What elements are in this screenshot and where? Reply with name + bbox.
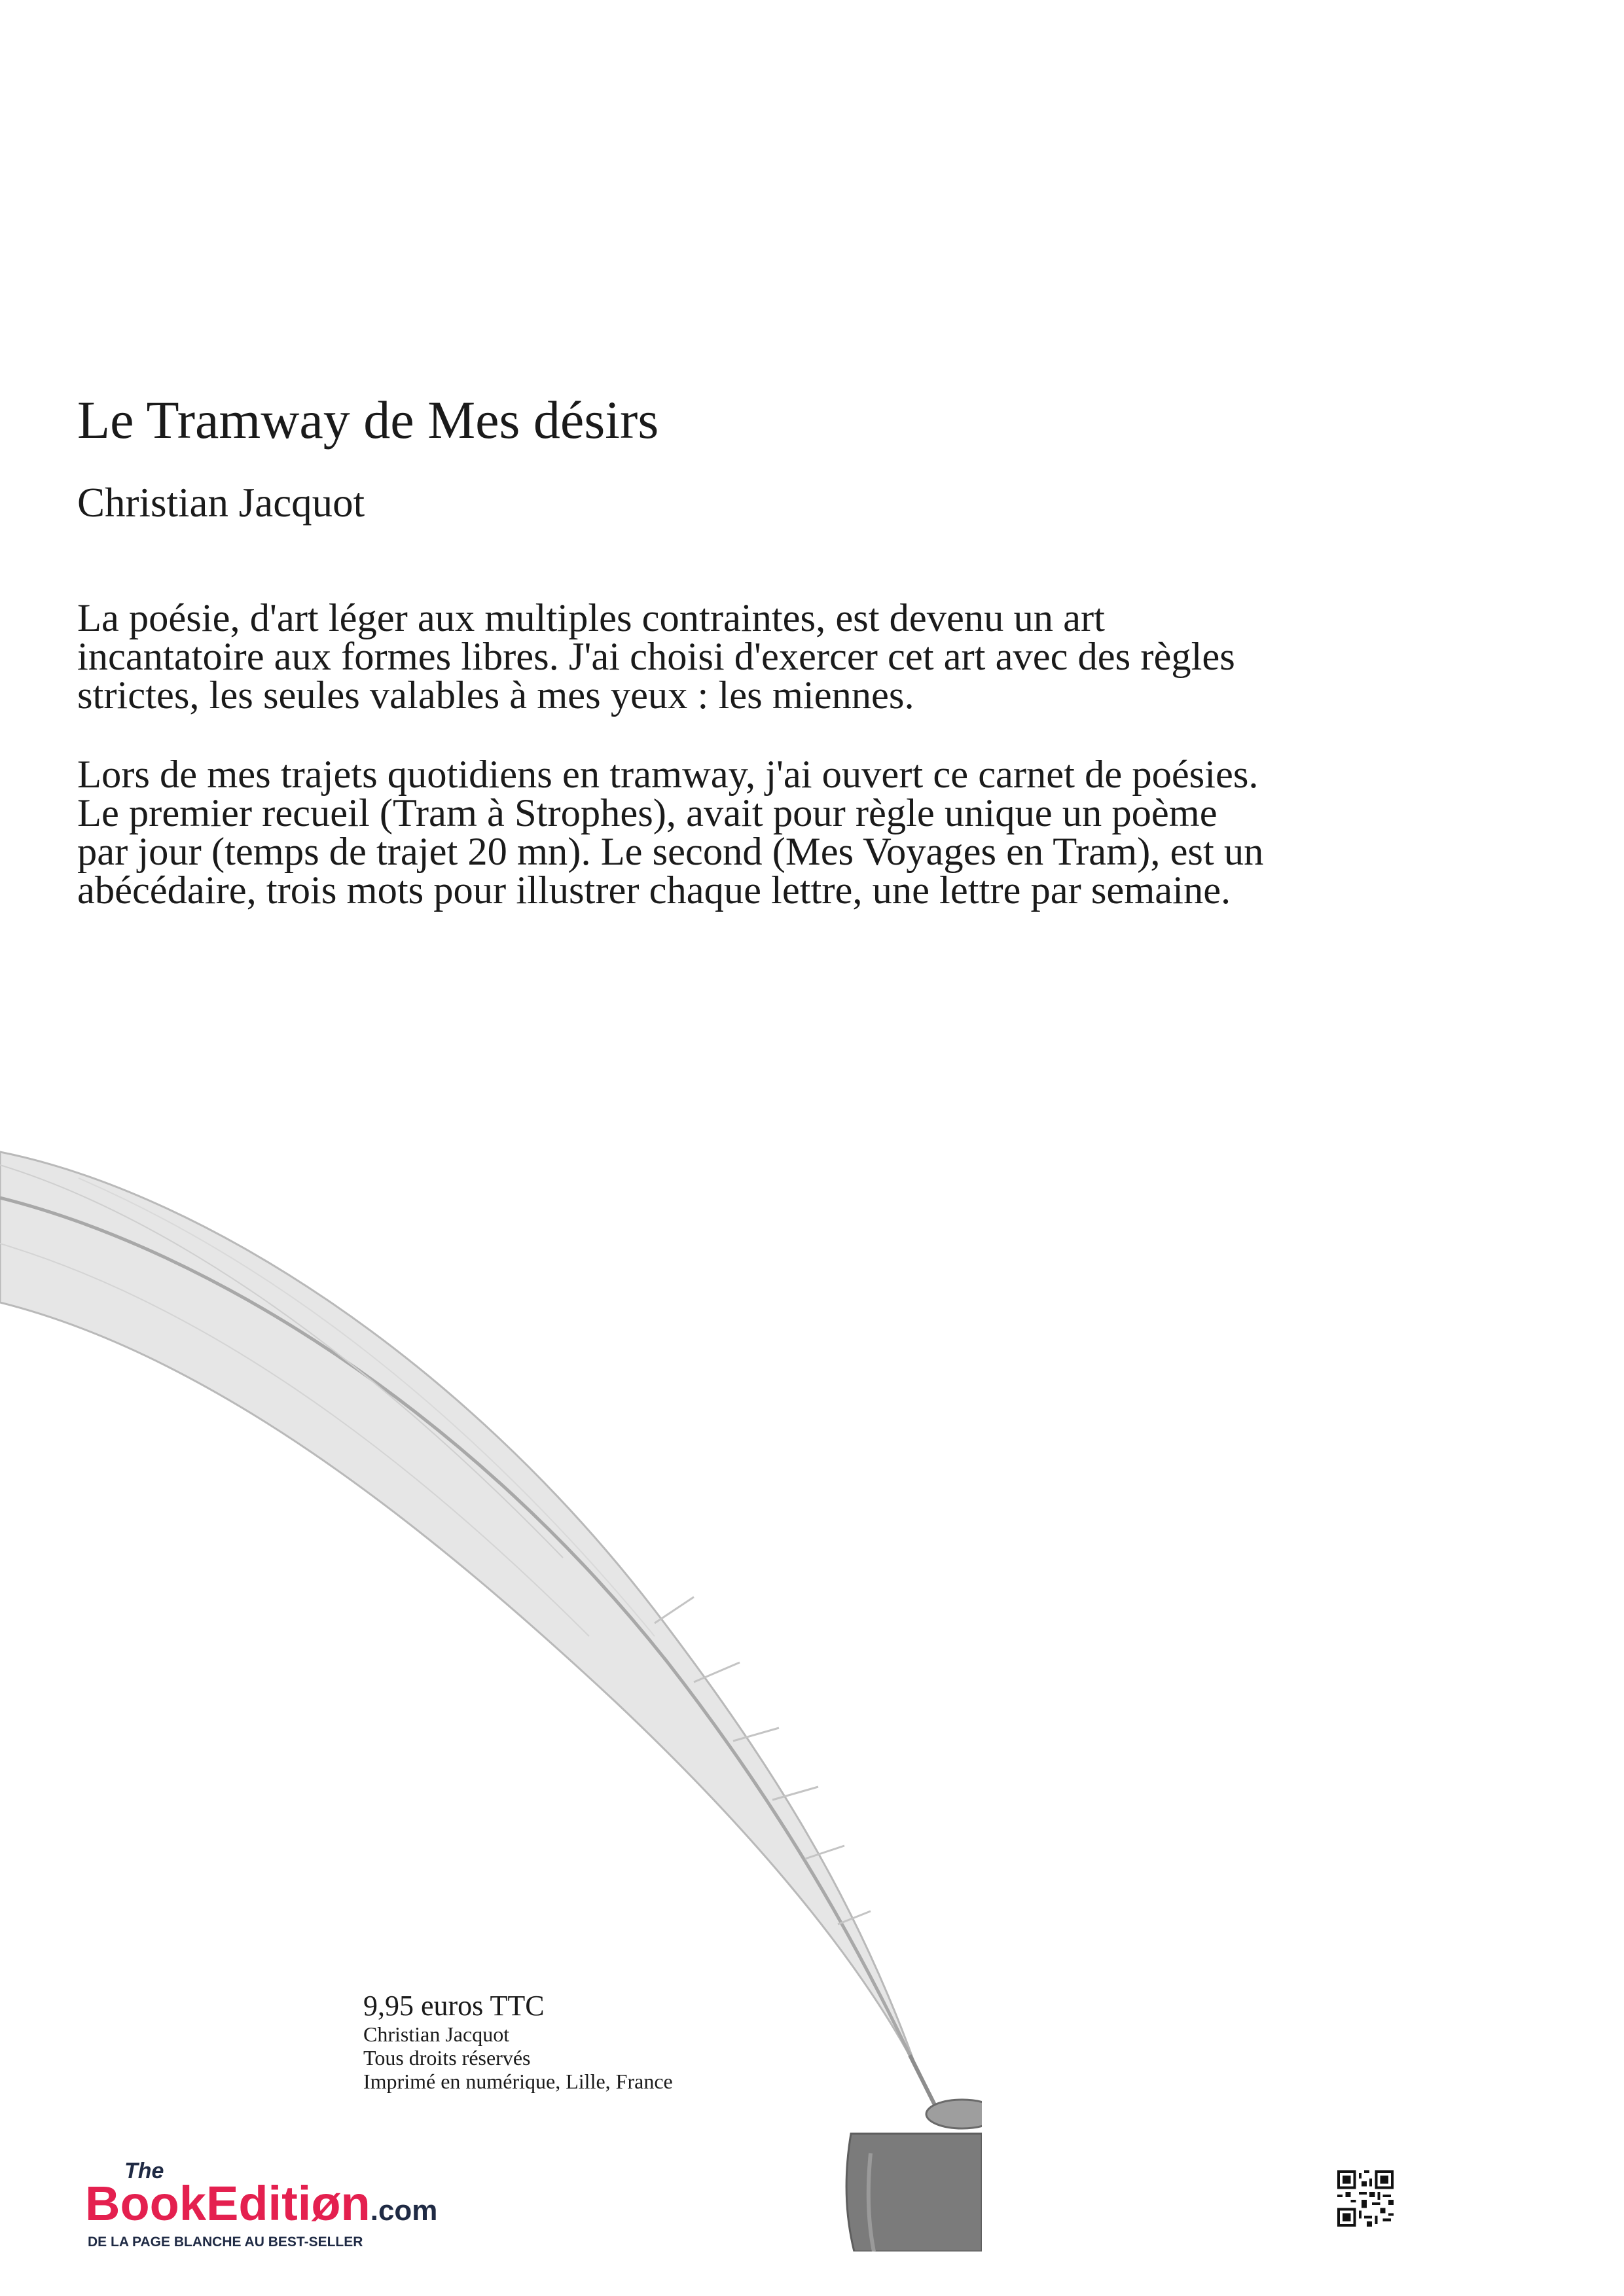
colophon-author: Christian Jacquot <box>363 2022 510 2046</box>
colophon <box>363 1990 673 2093</box>
back-cover-blurb <box>77 596 1269 950</box>
publisher-logo <box>85 2160 478 2258</box>
blurb-paragraph: Lors de mes trajets quotidiens en tramway, j'ai ouvert ce carnet de poésies. Le premier recueil (Tram à Strophes), avait pour règle unique un poème par jour (temps de trajet 20 mn). Le second (Mes Voyages en Tram), est un abécédaire, trois mots pour illustrer chaque lettre, une lettre par semaine. <box>77 753 1264 912</box>
qr-code <box>1337 2170 1394 2227</box>
logo-name-part2: n <box>340 2176 370 2231</box>
logo-pen-nib-icon: ø <box>311 2176 341 2231</box>
book-author: Christian Jacquot <box>77 480 365 526</box>
logo-the: The <box>124 2160 164 2183</box>
logo-tagline: DE LA PAGE BLANCHE AU BEST-SELLER <box>88 2234 363 2250</box>
logo-name-part1: BookEditi <box>85 2176 312 2231</box>
svg-text:BookEditiøn.com <box>85 2176 437 2231</box>
blurb-paragraph: La poésie, d'art léger aux multiples contraintes, est devenu un art incantatoire aux formes libres. J'ai choisi d'exercer cet art avec des règles strictes, les seules valables à mes yeux : les miennes. <box>77 596 1235 717</box>
price: 9,95 euros TTC <box>363 1990 545 2022</box>
printing-info: Imprimé en numérique, Lille, France <box>363 2070 673 2093</box>
logo-domain: .com <box>370 2195 438 2227</box>
book-title: Le Tramway de Mes désirs <box>77 390 659 450</box>
rights-notice: Tous droits réservés <box>363 2046 531 2070</box>
